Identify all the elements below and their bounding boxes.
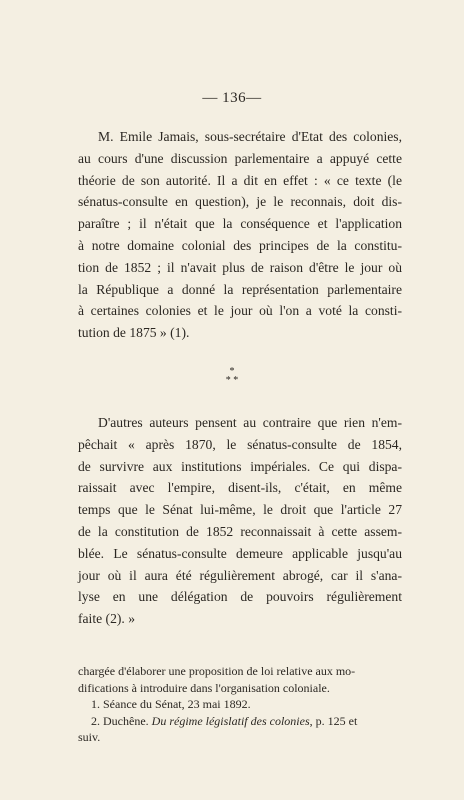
text-line: au cours d'une discussion parlementaire a appuyé cette — [78, 150, 402, 166]
text-line: blée. Le sénatus-consulte demeure applicable jusqu'au — [78, 545, 402, 561]
text-line: sénatus-consulte en question), je le reconnais, doit dis- — [78, 194, 402, 210]
text-line: à certaines colonies et le jour où l'on a voté la consti- — [78, 303, 402, 319]
page-number: — 136— — [202, 90, 262, 106]
footnote-2-title: Du régime législatif des colonies — [151, 713, 310, 728]
text-line: de la constitution de 1852 reconnaissait à cette assem- — [78, 523, 402, 539]
text-line: la République a donné la représentation parlementaire — [78, 281, 402, 297]
text-line: temps que le Sénat lui-même, le droit que l'article 27 — [78, 502, 402, 518]
text-line: jour où il aura été régulièrement abrogé, car il s'ana- — [78, 567, 402, 583]
footnote-2 — [78, 713, 408, 730]
section-separator — [0, 367, 464, 385]
footnote-1: 1. Séance du Sénat, 23 mai 1892. — [91, 697, 251, 712]
text-line: tution de 1875 » (1). — [78, 325, 190, 341]
separator-bottom-asterisks: * * — [225, 375, 239, 386]
text-line: tion de 1852 ; il n'avait plus de raison d'être le jour où — [78, 259, 402, 275]
text-line: pêchait « après 1870, le sénatus-consulte de 1854, — [78, 436, 402, 452]
footnote-continuation-line: difications à introduire dans l'organisation coloniale. — [78, 680, 330, 695]
footnote-2-suffix: , p. 125 et — [309, 713, 358, 728]
text-line: D'autres auteurs pensent au contraire que rien n'em- — [98, 415, 402, 430]
separator-top-asterisk: * — [229, 366, 235, 377]
text-line: théorie de son autorité. Il a dit en effet : « ce texte (le — [78, 172, 402, 188]
text-line: paraître ; il n'était que la conséquence et l'application — [78, 216, 402, 232]
text-line: M. Emile Jamais, sous-secrétaire d'Etat des colonies, — [98, 129, 402, 144]
footnote-2-prefix: 2. Duchêne. — [91, 713, 152, 728]
text-line: lyse en une délégation de pouvoirs régulièrement — [78, 589, 402, 605]
text-line: raissait avec l'empire, disent-ils, c'était, en même — [78, 480, 402, 496]
paragraph-1 — [78, 126, 402, 344]
text-line: faite (2). » — [78, 611, 135, 627]
footnote-continuation-line: chargée d'élaborer une proposition de loi relative aux mo- — [78, 664, 356, 678]
footnotes — [78, 663, 408, 746]
text-line: à notre domaine colonial des principes de la constitu- — [78, 237, 402, 253]
footnote-2-continuation: suiv. — [78, 730, 101, 745]
text-line: de survivre aux institutions impériales. Ce qui dispa- — [78, 458, 402, 474]
paragraph-2 — [78, 412, 402, 630]
